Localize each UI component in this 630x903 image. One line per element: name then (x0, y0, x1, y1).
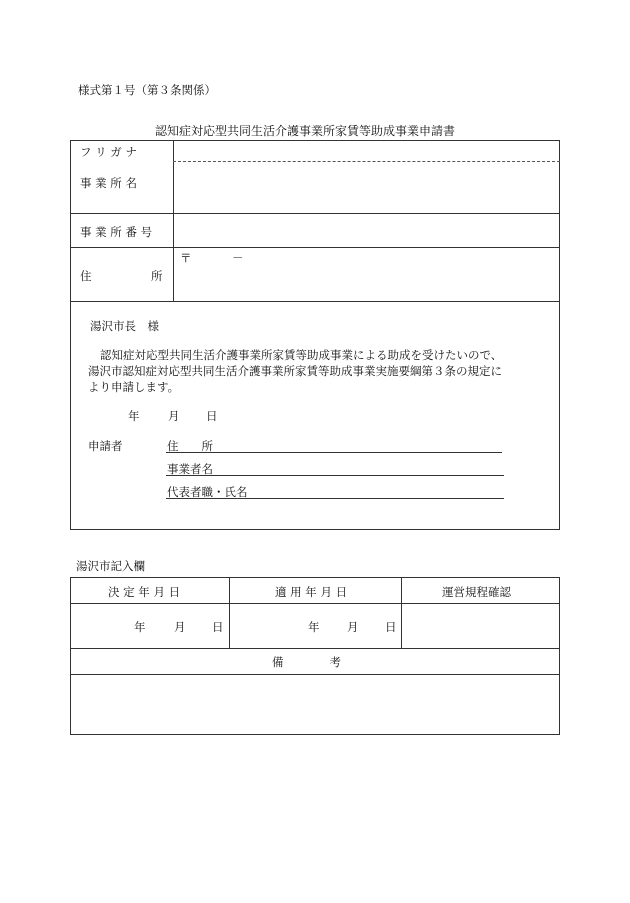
office-number-field[interactable] (175, 216, 555, 244)
applied-year: 年 (308, 620, 320, 634)
city-row-divider (70, 648, 560, 649)
business-name-label: 事業者名 (167, 462, 213, 476)
decision-day: 日 (212, 620, 224, 634)
date-day: 日 (206, 409, 218, 423)
row-divider (70, 247, 560, 248)
rules-check-field[interactable] (404, 607, 556, 645)
date-month: 月 (168, 409, 180, 423)
city-col-divider (401, 577, 402, 648)
row-divider (70, 301, 560, 302)
decision-year: 年 (134, 620, 146, 634)
rules-check-header: 運営規程確認 (442, 585, 511, 599)
form-title: 認知症対応型共同生活介護事業所家賃等助成事業申請書 (155, 124, 456, 138)
date-year: 年 (128, 409, 140, 423)
applicant-label: 申請者 (88, 439, 123, 453)
city-section-label: 湯沢市記入欄 (76, 559, 145, 573)
representative-label: 代表者職・氏名 (167, 485, 248, 499)
address-label-right: 所 (151, 269, 163, 283)
postal-dash: － (232, 251, 244, 265)
paragraph-line-2: 湯沢市認知症対応型共同生活介護事業所家賃等助成事業実施要綱第３条の規定に (88, 364, 502, 378)
decision-month: 月 (174, 620, 186, 634)
furigana-field[interactable] (175, 146, 555, 160)
address-label-left: 住 (80, 269, 92, 283)
office-name-label: 事 業 所 名 (80, 176, 137, 190)
decision-date-header: 決 定 年 月 日 (108, 585, 181, 599)
business-name-line[interactable] (166, 475, 504, 476)
applied-date-header: 適 用 年 月 日 (275, 585, 348, 599)
remarks-header: 備 考 (272, 655, 341, 669)
office-number-label: 事 業 所 番 号 (80, 225, 153, 239)
city-row-divider (70, 674, 560, 675)
paragraph-line-3: より申請します。 (88, 380, 180, 394)
furigana-label: フ リ ガ ナ (80, 145, 137, 159)
address-field[interactable] (175, 264, 555, 298)
applied-month: 月 (347, 620, 359, 634)
furigana-divider (173, 161, 560, 162)
remarks-field[interactable] (74, 678, 556, 732)
label-column-divider (173, 140, 174, 302)
paragraph-line-1: 認知症対応型共同生活介護事業所家賃等助成事業による助成を受けたいので、 (100, 348, 503, 362)
addressee: 湯沢市長 様 (90, 319, 159, 333)
form-number: 様式第１号（第３条関係） (78, 83, 216, 97)
representative-line[interactable] (166, 498, 504, 499)
applicant-address-label: 住 所 (167, 439, 213, 453)
postal-mark: 〒 (180, 251, 192, 265)
office-name-field[interactable] (175, 165, 555, 209)
row-divider (70, 213, 560, 214)
city-row-divider (70, 603, 560, 604)
applicant-address-line[interactable] (166, 452, 502, 453)
city-col-divider (229, 577, 230, 648)
applied-day: 日 (385, 620, 397, 634)
